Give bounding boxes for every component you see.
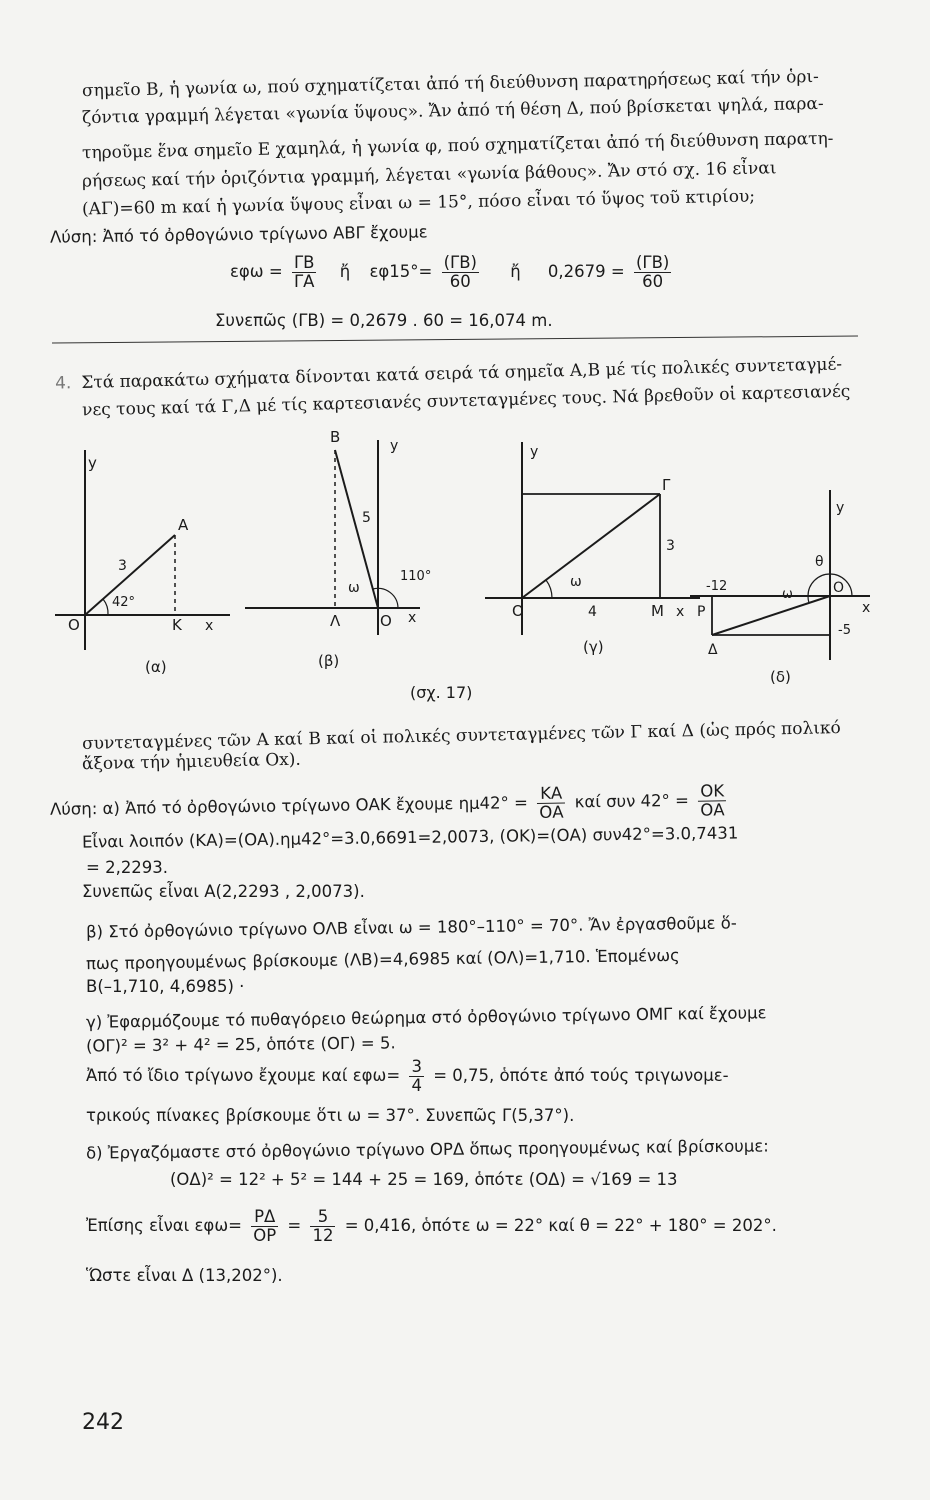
solution-line: δ) Ἐργαζόμαστε στό ὀρθογώνιο τρίγωνο ΟΡΔ ὅπως προηγουμένως καί βρίσκουμε: [85,1136,769,1163]
fig-label: Γ [662,476,671,494]
fig-label: x [205,618,214,634]
fig-label: θ [815,554,824,570]
solution-text: = [287,1216,302,1235]
problem-line: Στά παρακάτω σχήματα δίνονται κατά σειρά τά σημεῖα Α,Β μέ τίς πολικές συντεταγμέ- [81,354,843,393]
fig-label: y [836,500,845,516]
fig-label: O [68,616,80,634]
solution-line: γ) Ἐφαρμόζουμε τό πυθαγόρειο θεώρημα στό ὀρθογώνιο τρίγωνο ΟΜΓ καί ἔχουμε [85,1003,767,1032]
omega-arc [808,596,809,603]
fraction: $\frac{KA}{OA}$ [537,785,566,822]
solution-text: = 0,416, ὁπότε ω = 22° καί θ = 22° + 180° = 202°. [344,1216,777,1235]
figure-d [690,490,870,686]
figure-17 [0,420,930,720]
solution1-result: Συνεπῶς (ΓΒ) = 0,2679 . 60 = 16,074 m. [215,311,553,330]
fig-label: 4 [588,604,597,620]
solution-text: Ἀπό τό ὀρθογώνιο τρίγωνο ΑΒΓ ἔχουμε [102,222,428,246]
solution-line: (ΟΔ)² = 12² + 5² = 144 + 25 = 169, ὁπότε (ΟΔ) = √169 = 13 [170,1170,678,1189]
fig-label: 3 [666,538,675,554]
fraction: $\frac{OK}{OA}$ [698,782,727,819]
fig-label: B [330,428,341,446]
solution-line: β) Στό ὀρθογώνιο τρίγωνο ΟΛΒ εἶναι ω = 180°–110° = 70°. Ἄν ἐργασθοῦμε ὅ- [85,913,737,942]
eq-part: εφ15°= [369,262,433,281]
solution-text: καί συν 42° = [574,790,690,812]
page-number: 242 [82,1410,124,1435]
fig-label: 5 [362,510,371,526]
fig-label: K [172,616,182,634]
problem-line: συντεταγμένες τῶν Α καί Β καί οἱ πολικές συντεταγμένες τῶν Γ καί Δ (ὡς πρός πολικό [81,718,841,754]
solution1-equation [230,254,675,291]
segment-OG [522,494,660,598]
solution-line: πως προηγουμένως βρίσκουμε (ΛΒ)=4,6985 καί (ΟΛ)=1,710. Ἑπομένως [85,945,680,974]
solution-label: Λύση: α) [49,798,121,819]
fig-label: 3 [118,558,127,574]
fig-caption-d: (δ) [770,668,791,686]
divider [52,335,858,343]
text-line: ρήσεως καί τήν ὁριζόντια γραμμή, λέγεται «γωνία βάθους». Ἄν στό σχ. 16 εἶναι [81,158,777,192]
angle-arc-a [103,599,108,615]
solution-line: Εἶναι λοιπόν (ΚΑ)=(ΟΑ).ημ42°=3.0,6691=2,0073, (ΟΚ)=(ΟΑ) συν42°=3.0,7431 [81,823,739,852]
angle-arc-c [546,580,552,598]
solution-text: Ἀπό τό ὀρθογώνιο τρίγωνο ΟΑΚ ἔχουμε ημ42° = [125,793,529,818]
solution-label: Λύση: [49,226,98,247]
fig-label: -12 [706,579,728,594]
fraction: $\frac{\Gamma B}{\Gamma A}$ [293,253,315,291]
problem-line: νες τους καί τά Γ,Δ μέ τίς καρτεσιανές συντεταγμένες τους. Νά βρεθοῦν οἱ καρτεσιανές [81,381,851,421]
eq-part: 0,2679 = [547,262,625,281]
fraction: $\frac{3}{4}$ [411,1057,422,1095]
fig-label: O [380,612,392,630]
fig-label: y [530,444,539,460]
solution-d-line3 [86,1208,777,1245]
fig-label: O [512,602,524,620]
fig-label: ω [782,587,793,602]
solution-line: Ὥστε εἶναι Δ (13,202°). [86,1266,283,1285]
solution-a-line1 [50,782,731,828]
solution-line: (ΟΓ)² = 3² + 4² = 25, ὁπότε (ΟΓ) = 5. [85,1033,396,1056]
or-word: ἤ [510,262,521,281]
fraction: $\frac{(\Gamma B)}{60}$ [635,253,670,291]
solution-text: Ἐπίσης εἶναι εφω= [86,1216,242,1235]
eq-part: εφω = [230,262,283,281]
fig-label: x [862,600,871,616]
fig-caption-c: (γ) [583,638,604,656]
solution-text: Ἀπό τό ἴδιο τρίγωνο ἔχουμε καί εφω= [86,1066,401,1085]
solution-text: = 0,75, ὁπότε ἀπό τούς τριγωνομε- [433,1066,729,1085]
text-line: ζόντια γραμμή λέγεται «γωνία ὕψους». Ἄν ἀπό τή θέση Δ, πού βρίσκεται ψηλά, παρα- [81,93,824,129]
figure-b [245,428,431,670]
solution1-intro [50,222,428,246]
figure-c [485,442,700,656]
fig-label: M [651,602,664,620]
fig-label: Λ [330,612,341,630]
fraction: $\frac{5}{12}$ [312,1207,334,1245]
or-word: ἤ [339,262,351,281]
fig-label: ω [570,574,582,590]
fraction: $\frac{(\Gamma B)}{60}$ [443,253,477,291]
fig-label: P [697,604,706,620]
fig-label: -5 [838,623,851,638]
solution-line: τρικούς πίνακες βρίσκουμε ὅτι ω = 37°. Συνεπῶς Γ(5,37°). [86,1106,575,1125]
fig-label: O [833,580,845,596]
fig-label: x [676,604,685,620]
text-line: (ΑΓ)=60 m καί ἡ γωνία ὕψους εἶναι ω = 15°, πόσο εἶναι τό ὕψος τοῦ κτιρίου; [81,186,756,220]
problem-number: 4. [54,373,72,394]
solution-line: Β(–1,710, 4,6985) · [86,977,245,996]
fig-label: 110° [400,569,432,584]
fig-label: Δ [708,642,718,658]
text-line: σημεῖο Β, ἡ γωνία ω, πού σχηματίζεται ἀπό τή διεύθυνση παρατηρήσεως καί τήν ὁρι- [81,66,820,102]
solution-line: Συνεπῶς εἶναι Α(2,2293 , 2,0073). [82,882,365,901]
fig-caption-a: (α) [145,658,167,676]
fig-label: 42° [112,595,136,610]
solution-line: = 2,2293. [86,858,169,877]
fig-label: A [178,516,189,534]
figure-a [55,450,230,676]
solution-c-line3 [86,1058,729,1095]
fig-label: ω [348,580,360,596]
fig-label: y [88,454,97,472]
problem-line: ἄξονα τήν ἡμιευθεία Οx). [81,749,302,775]
fraction: $\frac{P\Delta}{OP}$ [253,1207,277,1245]
text-line: τηροῦμε ἕνα σημεῖο Ε χαμηλά, ἡ γωνία φ, πού σχηματίζεται ἀπό τή διεύθυνση παρατη- [81,128,834,164]
fig-label: y [390,438,399,454]
segment-OD [712,596,830,635]
fig-caption-b: (β) [318,652,340,670]
figure-caption: (σχ. 17) [410,683,473,702]
fig-label: x [408,610,417,626]
